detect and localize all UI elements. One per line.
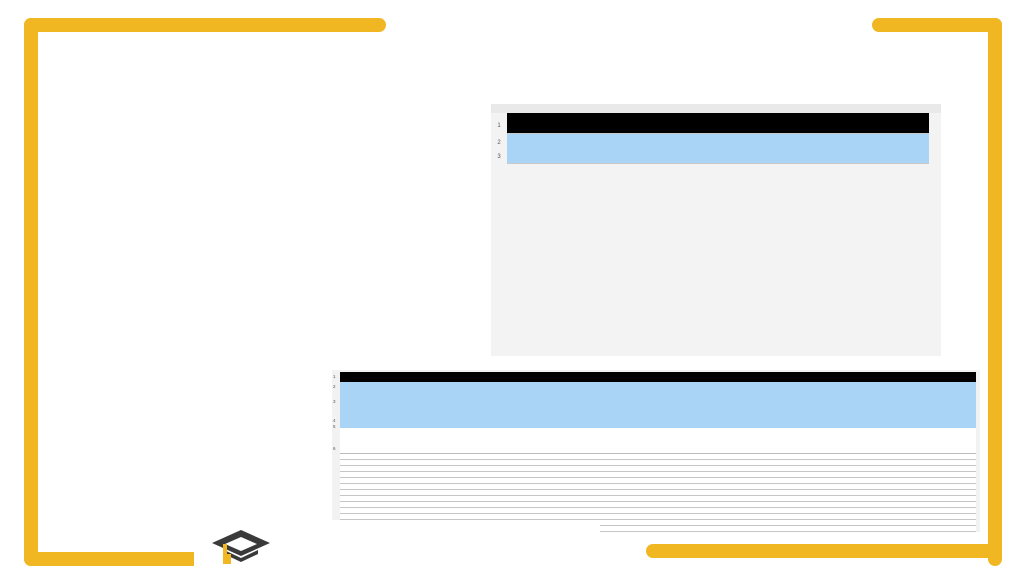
sheet1-title-row [507, 113, 929, 134]
frame-top-left-bar [24, 18, 386, 32]
candidate-request-sheet-screenshot: 1 2 3 [491, 104, 941, 356]
mortar-board-logo [194, 520, 600, 576]
sheet2-step-row [340, 382, 976, 392]
tab2-label [64, 276, 404, 299]
frame-left-bar [24, 18, 38, 566]
sheet1-step-row [507, 134, 929, 164]
frame-bottom-right-bar [646, 544, 1002, 558]
tab1-detail [64, 253, 404, 276]
candidate-list-sheet-screenshot: 1 2 3 4 5 6 [332, 370, 980, 532]
mortarboard-cap-icon [210, 528, 272, 568]
sheet2-column-headers [340, 428, 976, 454]
frame-top-right-bar [872, 18, 1002, 32]
sheet2-title-row [340, 372, 976, 382]
frame-bottom-left-bar [24, 552, 206, 566]
sheet2-instructions [340, 392, 976, 416]
tab2-detail [64, 299, 404, 322]
complete-label [64, 207, 404, 230]
tab1-label [64, 230, 404, 253]
frame-right-bar [988, 18, 1002, 566]
column-header-bar [491, 104, 941, 113]
